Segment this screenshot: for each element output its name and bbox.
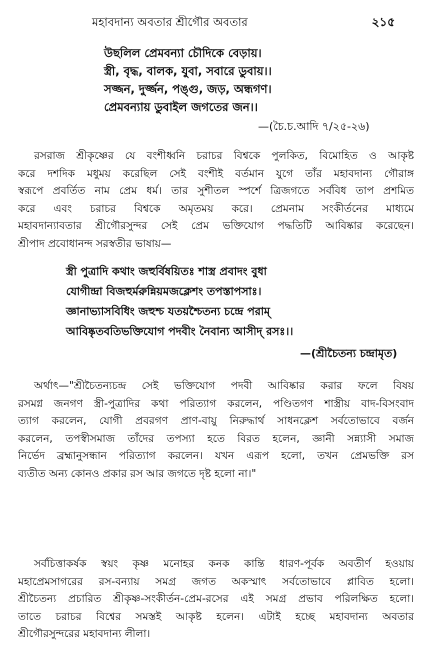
verse-line: সজ্জন, দুর্জ্জন, পঙ্গু, জড়, অন্ধগণ। bbox=[104, 82, 272, 96]
paragraph-line: রসমগ্ন জনগণ স্ত্রী-পুত্রাদির কথা পরিত্যাগ করলেন, পণ্ডিতগণ শাস্ত্রীয় বাদ-বিসংবাদ bbox=[18, 397, 414, 410]
running-title: মহাবদান্য অবতার শ্রীগৌর অবতার bbox=[92, 15, 248, 29]
paragraph-line: সর্বচিত্তাকর্ষক স্বয়ং কৃষ্ণ মনোহর কনক কান্তি ধারণ-পূর্বক অবতীর্ণ হওয়ায় bbox=[34, 558, 414, 570]
verse-line: প্রেমবন্যায় ডুবাইল জগতের জন।। bbox=[104, 100, 258, 114]
paragraph-line: করে এবং চরাচর বিশ্বকে অমৃতময় করে। প্রেমনাম সংকীর্তনের মাধ্যমে bbox=[18, 202, 414, 215]
paragraph-line: তাতে চরাচর বিশ্বের সমস্তই আকৃষ্ট হলেন। এটাই হচ্ছে মহাবদান্য অবতার bbox=[18, 610, 414, 623]
paragraph-1 bbox=[18, 148, 414, 253]
paragraph-2 bbox=[18, 378, 414, 483]
sanskrit-verse-line: স্ত্রী পুত্রাদি কথাং জহুর্বিষয়িতঃ শাস্ত্র প্রবাদং বুধা bbox=[66, 265, 267, 278]
paragraph-line: মহাপ্রেমসাগরের রস-বন্যায় সমগ্র জগত অকস্মাৎ সর্বতোভাবে প্লাবিত হলো। bbox=[18, 575, 414, 588]
verse-line: উছলিল প্রেমবন্যা চৌদিকে বেড়ায়। bbox=[104, 46, 262, 60]
sanskrit-verse-line: যোগীন্দ্রা বিজহুর্মরুন্নিয়মজক্লেশং তপস্তাপসাঃ। bbox=[66, 285, 262, 298]
paragraph-line: রসরাজ শ্রীকৃষ্ণের যে বংশীধ্বনি চরাচর বিশ্বকে পুলকিত, বিমোহিত ও আকৃষ্ট bbox=[34, 150, 414, 162]
page-number: ২১৫ bbox=[371, 15, 395, 29]
paragraph-line: ত্যাগ করলেন, যোগী প্রবরগণ প্রাণ-বায়ু নিরুদ্ধার্থ সাধনক্লেশ সর্বতোভাবে বর্জন bbox=[18, 415, 414, 427]
sanskrit-verse-line: আবিষ্কৃতবতিভক্তিযোগ পদবীং নৈবান্য আসীদ্ রসঃ।। bbox=[66, 325, 294, 338]
paragraph-3 bbox=[18, 556, 414, 644]
verse-block-1 bbox=[104, 44, 272, 116]
verse-block-2 bbox=[66, 262, 293, 342]
page-header bbox=[0, 14, 429, 32]
verse-reference-1: —(চৈ.চ.আদি ৭/২৫-২৬) bbox=[258, 120, 370, 133]
paragraph-line: ব্যতীত অন্য কোনও প্রকার রস আর জগতে দৃষ্ট হলো না।" bbox=[18, 467, 257, 480]
paragraph-line: শ্রীচৈতন্য প্রচারিত শ্রীকৃষ্ণ-সংকীর্তন-প্রেম-রসের এই সমগ্র প্রভাব পরিলক্ষিত হলো। bbox=[18, 593, 414, 605]
verse-line: স্ত্রী, বৃদ্ধ, বালক, যুবা, সবারে ডুবায়।। bbox=[104, 64, 272, 78]
sanskrit-verse-line: জ্ঞানাভ্যাসবিধিং জহুশ্চ যতয়শ্চৈতন্য চন্দ্রে পরাম্ bbox=[66, 305, 271, 318]
paragraph-line: করলেন, তপস্বীসমাজ তাঁদের তপস্যা হতে বিরত হলেন, জ্ঞানী সন্ন্যাসী সমাজ bbox=[18, 432, 414, 445]
paragraph-line: স্বরূপে প্রবর্তিত নাম প্রেম ধর্ম। তার সুশীতল স্পর্শে ত্রিজগতে সর্ববিধ তাপ প্রশমিত bbox=[18, 185, 414, 197]
paragraph-line: করে দশদিক মধুময় করেছিল সেই বংশীই বর্তমান যুগে তাঁর মহাবদান্য গৌরাঙ্গ bbox=[18, 167, 414, 180]
paragraph-line: মহাবদান্যাবতার শ্রীগৌরসুন্দর সেই প্রেম ভক্তিযোগ পদ্ধতিটি আবিষ্কার করেছেন। bbox=[18, 220, 414, 232]
paragraph-line: শ্রীপাদ প্রবোধানন্দ সরস্বতীর ভাষায়— bbox=[18, 237, 172, 250]
paragraph-line: নির্ভেদ ব্রহ্মানুসন্ধান পরিত্যাগ করলেন। যখন এরূপ হলো, তখন প্রেমভক্তি রস bbox=[18, 450, 414, 462]
verse-reference-2: —(শ্রীচৈতন্য চন্দ্রামৃত) bbox=[300, 347, 398, 360]
paragraph-line: অর্থাৎ—"শ্রীচৈতন্যচন্দ্র সেই ভক্তিযোগ পদবী আবিষ্কার করার ফলে বিষয় bbox=[34, 380, 414, 392]
paragraph-line: শ্রীগৌরসুন্দরের মহাবদান্য লীলা। bbox=[18, 628, 151, 640]
